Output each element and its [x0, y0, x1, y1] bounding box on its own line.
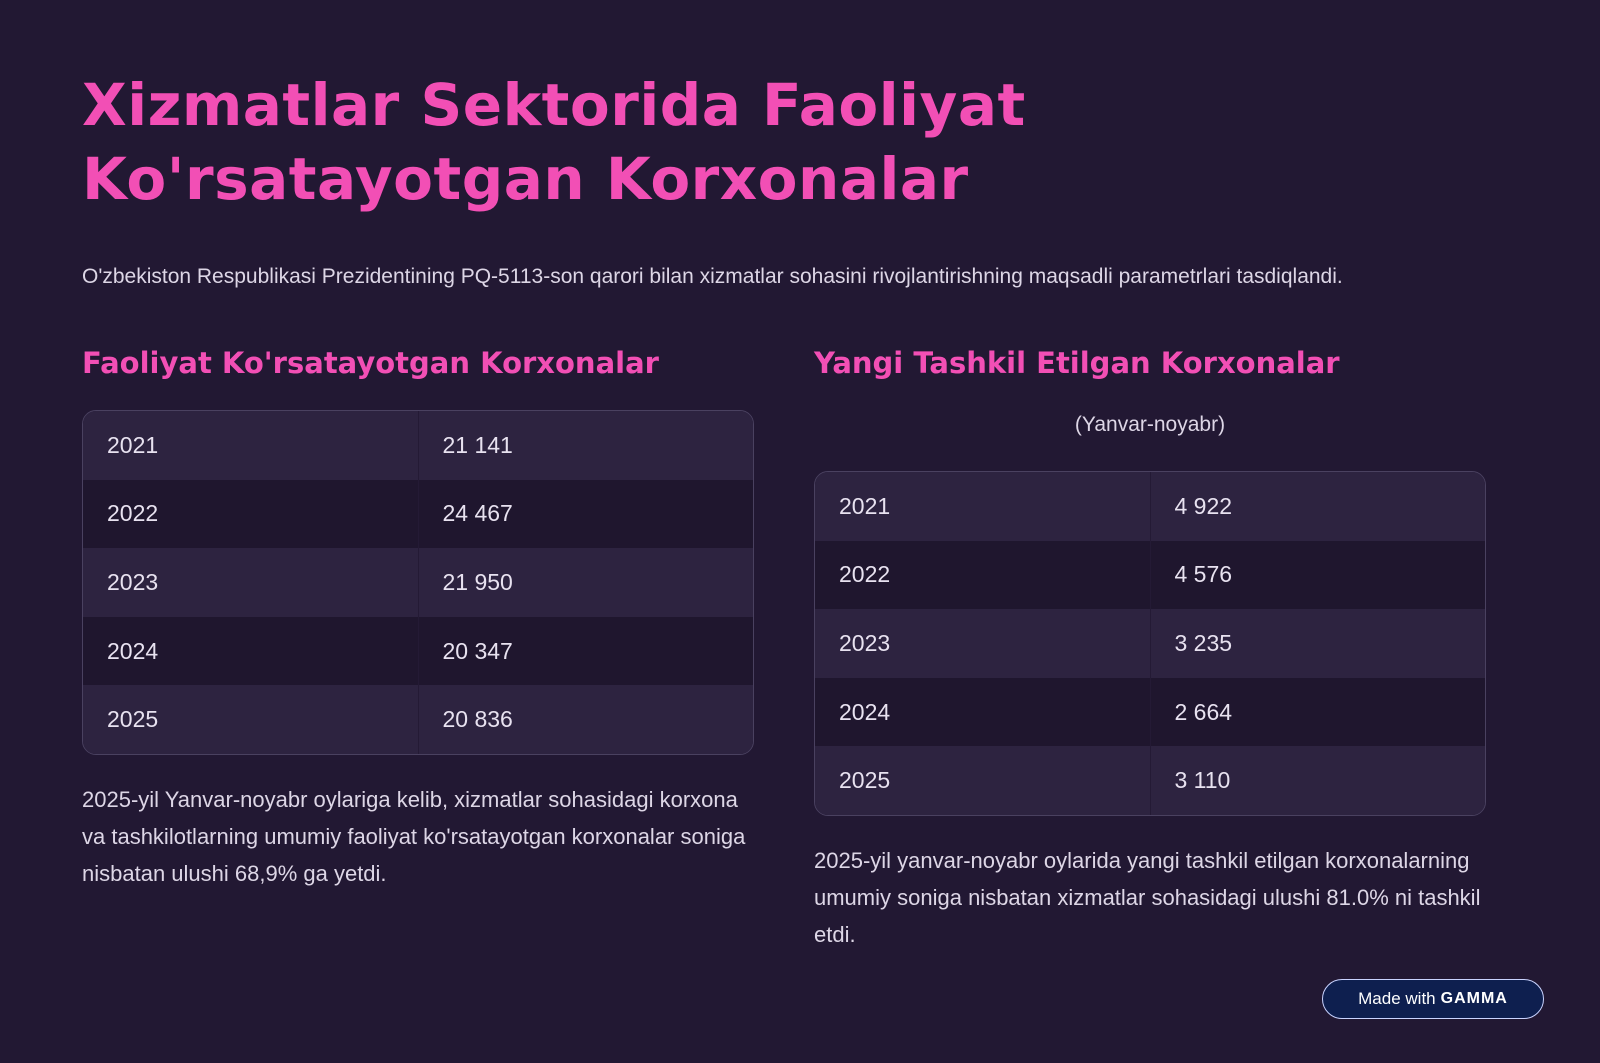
value-cell: 24 467 — [442, 500, 513, 527]
table-row — [815, 746, 1485, 815]
right-data-table — [814, 471, 1486, 816]
table-row — [815, 678, 1485, 747]
badge-prefix: Made with — [1358, 989, 1436, 1008]
left-section-heading: Faoliyat Ko'rsatayotgan Korxonalar — [82, 346, 659, 380]
year-cell: 2021 — [83, 411, 419, 480]
year-cell: 2024 — [83, 617, 419, 686]
year-cell: 2022 — [815, 541, 1151, 610]
value-cell: 20 836 — [442, 706, 513, 733]
value-cell: 21 950 — [442, 568, 513, 595]
left-note: 2025-yil Yanvar-noyabr oylariga kelib, xizmatlar sohasidagi korxona va tashkilotlarning umumiy faoliyat ko'rsatayotgan korxonalar soniga nisbatan ulushi 68,9% ga yetdi. — [82, 787, 746, 886]
table-row — [815, 609, 1485, 678]
page-title-line-2: Ko'rsatayotgan Korxonalar — [82, 145, 969, 213]
table-row — [83, 685, 753, 754]
value-cell: 3 110 — [1174, 767, 1231, 794]
value-cell: 3 235 — [1174, 629, 1233, 656]
year-cell: 2021 — [815, 472, 1151, 541]
intro-text: O'zbekiston Respublikasi Prezidentining PQ-5113-son qarori bilan xizmatlar sohasini rivojlantirishning maqsadli parametrlari tasdiqlandi. — [82, 265, 1343, 288]
year-cell: 2025 — [83, 685, 419, 754]
year-cell: 2022 — [83, 480, 419, 549]
value-cell: 21 141 — [442, 431, 513, 458]
table-row — [815, 472, 1485, 541]
table-row — [83, 411, 753, 480]
table-row — [83, 617, 753, 686]
year-cell: 2025 — [815, 746, 1151, 815]
right-section-heading: Yangi Tashkil Etilgan Korxonalar — [814, 346, 1340, 380]
made-with-gamma-badge[interactable] — [1322, 979, 1544, 1019]
right-subtitle: (Yanvar-noyabr) — [1074, 413, 1226, 436]
page-title-line-1: Xizmatlar Sektorida Faoliyat — [82, 71, 1026, 139]
value-cell: 2 664 — [1174, 698, 1233, 725]
left-data-table — [82, 410, 754, 755]
value-cell: 4 576 — [1174, 561, 1233, 588]
right-note: 2025-yil yanvar-noyabr oylarida yangi tashkil etilgan korxonalarning umumiy soniga nisbatan xizmatlar sohasidagi ulushi 81.0% ni tashkil etdi. — [814, 848, 1481, 947]
table-row — [83, 548, 753, 617]
value-cell: 4 922 — [1174, 492, 1233, 519]
year-cell: 2024 — [815, 678, 1151, 747]
year-cell: 2023 — [815, 609, 1151, 678]
value-cell: 20 347 — [442, 637, 513, 664]
gamma-logo: GAMMA — [1440, 990, 1508, 1007]
table-row — [815, 541, 1485, 610]
year-cell: 2023 — [83, 548, 419, 617]
table-row — [83, 480, 753, 549]
page-title — [82, 68, 1382, 216]
